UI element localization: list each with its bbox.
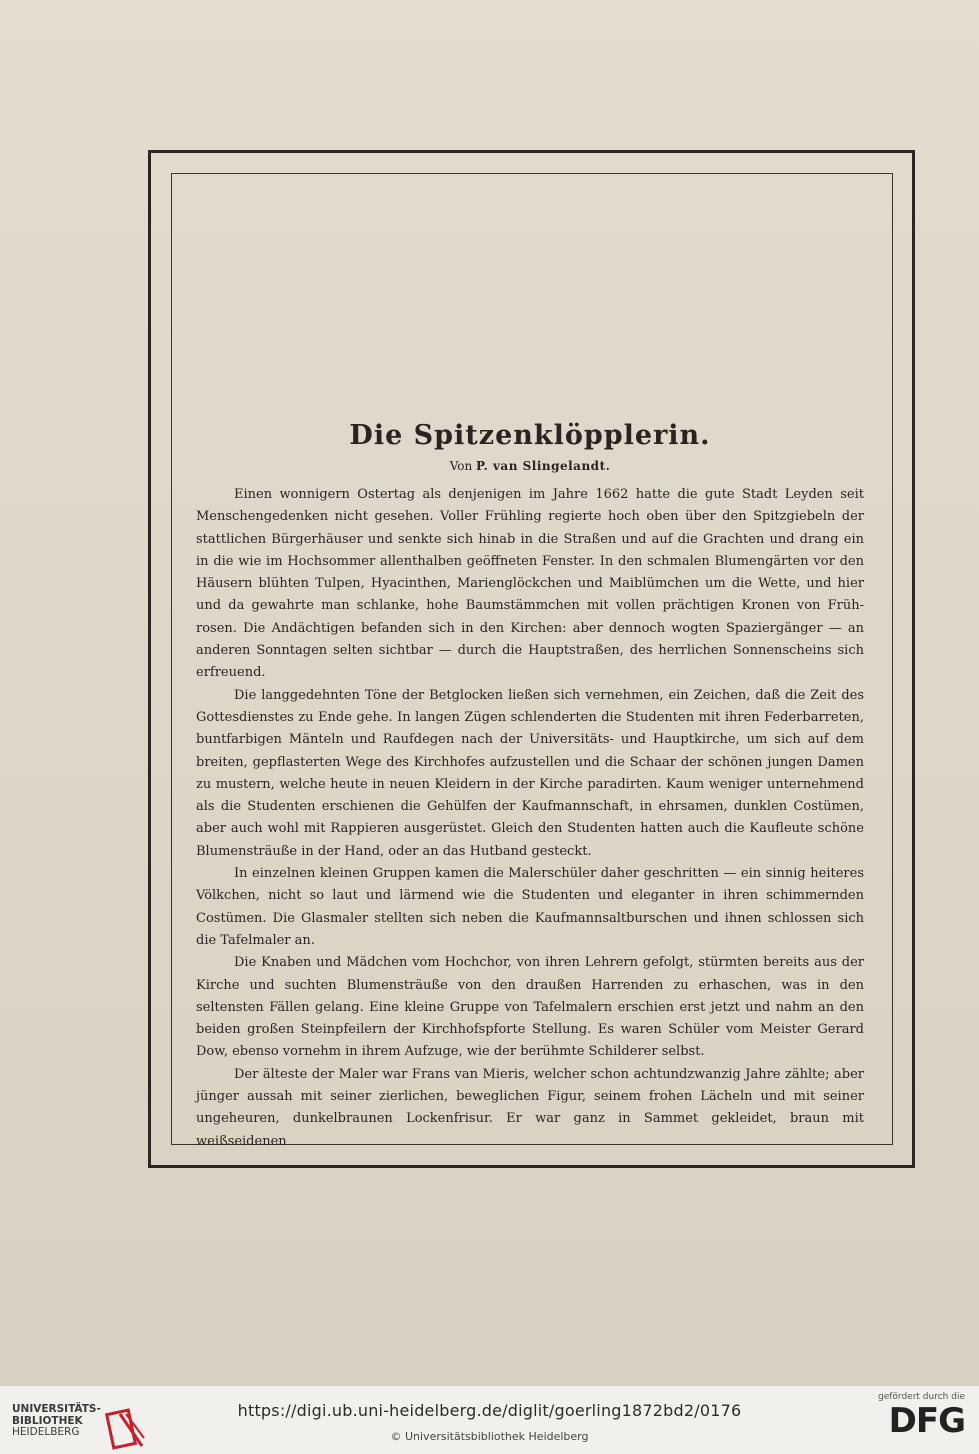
- library-name: UNIVERSITÄTS- BIBLIOTHEK HEIDELBERG: [12, 1403, 101, 1438]
- permalink-url[interactable]: https://digi.ub.uni-heidelberg.de/diglit/goerling1872bd2/0176: [237, 1401, 742, 1420]
- paragraph-2: Die langgedehnten Töne der Betglocken ließen sich vernehmen, ein Zeichen, daß die Zeit des Gottesdienstes zu Ende gehe. In langen Zügen schlenderten die Studenten mit ihren Federbarreten, buntfarbigen Mänteln und Raufdegen nach der Universitäts- und Hauptkirche, um sich auf dem breiten, gepflasterten Wege des Kirchhofes aufzustellen und die Schaar der schönen jungen Damen zu mustern, welche heute in neuen Kleidern in der Kirche paradirten. Kaum weniger unternehmend als die Studenten erschienen die Gehülfen der Kaufmannschaft, in ehrsamen, dunklen Costümen, aber auch wohl mit Rappieren ausgerüstet. Gleich den Studenten hatten auch die Kaufleute schöne Blumensträuße in der Hand, oder an das Hutband gesteckt.: [196, 687, 864, 859]
- funding-caption: gefördert durch die: [878, 1392, 965, 1402]
- byline-author: P. van Slingelandt.: [476, 459, 611, 473]
- viewer-footer: [0, 1385, 979, 1454]
- paragraph-1: Einen wonnigern Ostertag als denjenigen im Jahre 1662 hatte die gute Stadt Leyden seit Menschengedenken nicht gesehen. Voller Frühling regierte hoch oben über den Spitzgiebeln der stattlichen Bürgerhäuser und senkte sich hinab in die Straßen und auf die Grachten und drang ein in die wie im Hochsommer allenthalben geöffneten Fenster. In den schmalen Blumengärten vor den Häusern blühten Tulpen, Hyacinthen, Marienglöckchen und Maiblümchen um die Wette, und hier und da gewahrte man schlanke, hohe Baumstämmchen mit vollen prächtigen Kronen von Früh-rosen. Die Andächtigen befanden sich in den Kirchen: aber dennoch wogten Spaziergänger — an anderen Sonntagen selten sichtbar — durch die Hauptstraßen, des herrlichen Sonnenscheins sich erfreuend.: [196, 487, 864, 681]
- paragraph-4: Die Knaben und Mädchen vom Hochchor, von ihren Lehrern gefolgt, stürmten bereits aus der Kirche und suchten Blumensträuße von den draußen Harrenden zu erhaschen, was in den seltensten Fällen gelang. Eine kleine Gruppe von Tafelmalern erschien erst jetzt und nahm an den beiden großen Steinpfeilern der Kirchhofspforte Stellung. Es waren Schüler vom Meister Gerard Dow, ebenso vornehm in ihrem Aufzuge, wie der berühmte Schilderer selbst.: [196, 955, 864, 1060]
- article: [196, 420, 864, 1153]
- article-title: Die Spitzenklöpplerin.: [349, 420, 711, 451]
- dfg-funding[interactable]: [865, 1392, 965, 1440]
- copyright-notice: © Universitätsbibliothek Heidelberg: [390, 1430, 589, 1443]
- paragraph-3: In einzelnen kleinen Gruppen kamen die Malerschüler daher geschritten — ein sinnig heiteres Völkchen, nicht so laut und lärmend wie die Studenten und eleganter in ihren schimmernden Costümen. Die Glasmaler stellten sich neben die Kaufmannsaltburschen und ihnen schlossen sich die Tafelmaler an.: [196, 866, 864, 948]
- dfg-logo-icon: DFG: [888, 1401, 965, 1441]
- byline-prefix: Von: [449, 459, 473, 473]
- article-byline: [196, 458, 864, 474]
- paragraph-5: Der älteste der Maler war Frans van Mieris, welcher schon achtundzwanzig Jahre zählte; aber jünger aussah mit seiner zierlichen, beweglichen Figur, seinem frohen Lächeln und mit seiner ungeheuren, dunkelbraunen Lockenfrisur. Er war ganz in Sammet gekleidet, braun mit weißseidenen: [196, 1066, 864, 1149]
